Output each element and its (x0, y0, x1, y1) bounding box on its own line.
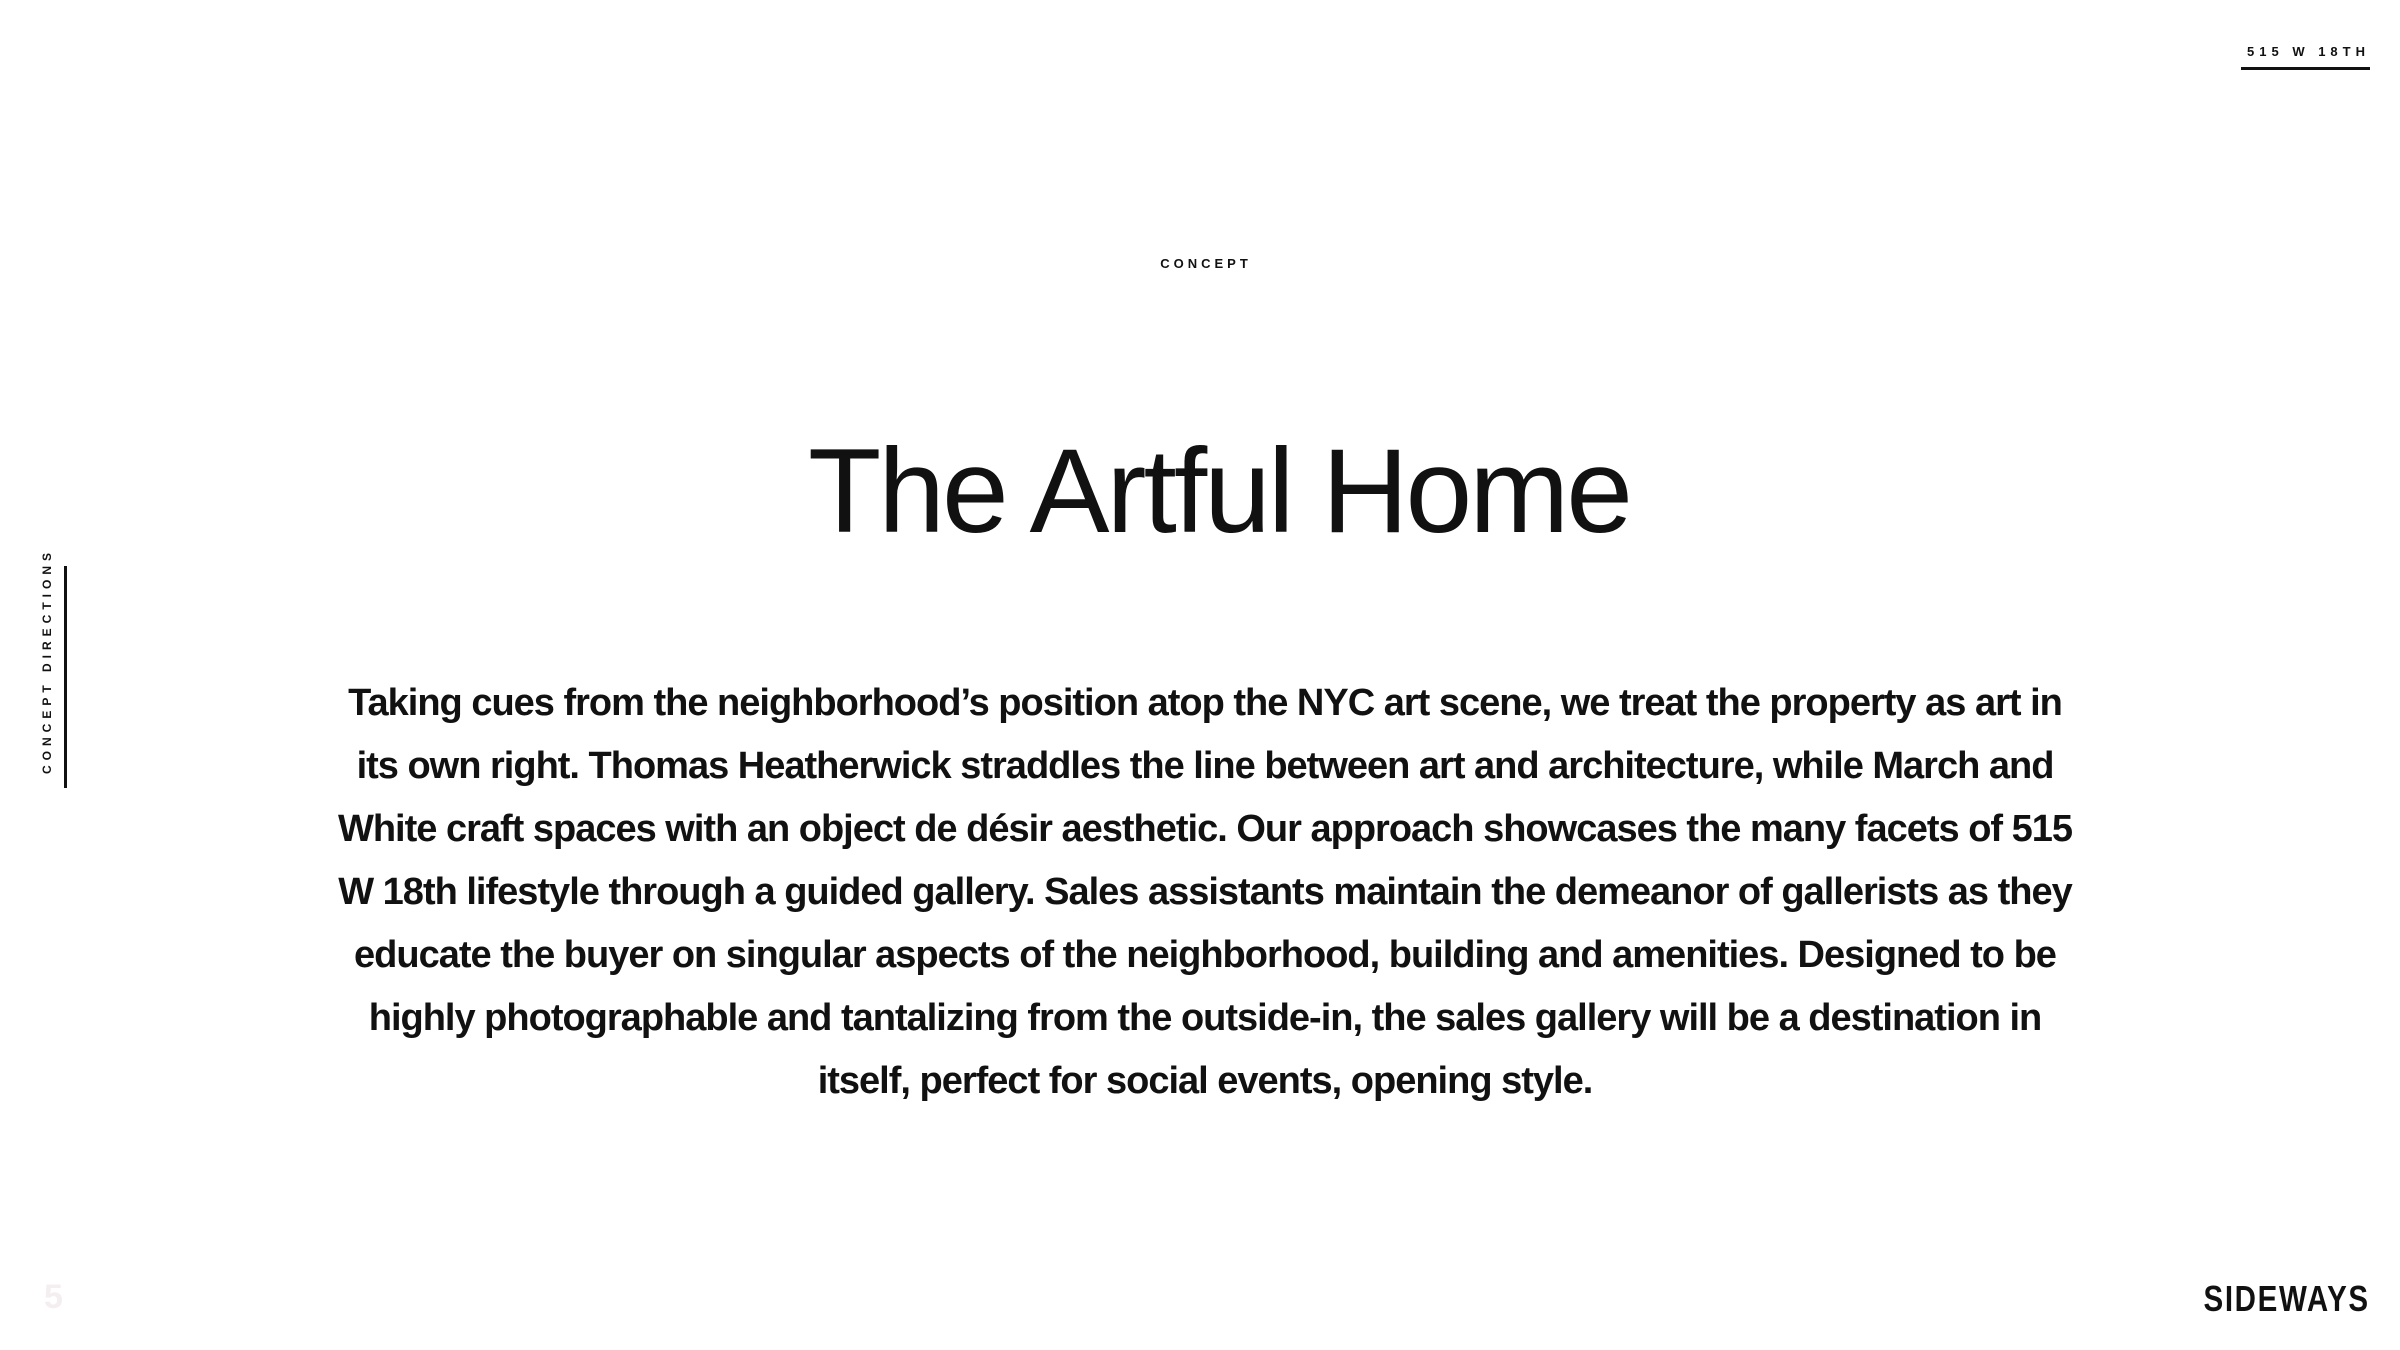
side-nav-rule (64, 566, 67, 788)
side-nav (34, 547, 68, 788)
page-title: The Artful Home (807, 424, 1630, 558)
brand-logo: SIDEWAYS (2203, 1278, 2370, 1319)
section-label: CONCEPT (1160, 256, 1252, 271)
page-number: 5 (44, 1278, 63, 1316)
body-copy: Taking cues from the neighborhood’s position atop the NYC art scene, we treat the property as art in its own right. Thomas Heatherwick straddles the line between art and architecture, while March and White craft spaces with an object de désir aesthetic. Our approach showcases the many facets of 515 W 18th lifestyle through a guided gallery. Sales assistants maintain the demeanor of gallerists as they educate the buyer on singular aspects of the neighborhood, building and amenities. Designed to be highly photographable and tantalizing from the outside-in, the sales gallery will be a destination in itself, perfect for social events, opening style. (337, 682, 2073, 1102)
side-nav-label: CONCEPT DIRECTIONS (40, 547, 54, 774)
project-tag: 515 W 18TH (2241, 44, 2370, 70)
